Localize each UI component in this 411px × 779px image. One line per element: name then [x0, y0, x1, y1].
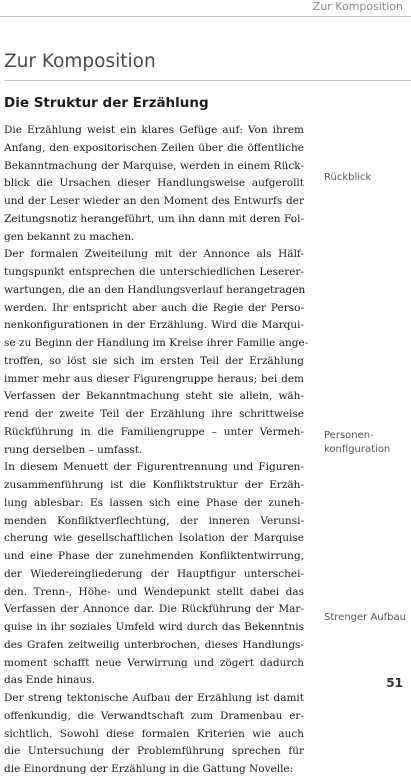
body-line: gen bekannt zu machen.: [4, 230, 135, 243]
body-line: troffen, so löst sie sich im ersten Teil der Erzählung: [4, 354, 304, 367]
body-line: blick die Ursachen dieser Handlungsweise aufgerollt: [4, 177, 304, 190]
body-line: cherung wie gesellschaftlichen Isolation der Marquise: [4, 532, 304, 545]
body-line: Der streng tektonische Aufbau der Erzählung ist damit: [4, 692, 304, 704]
body-line: wartungen, die an den Handlungsverlauf herangetragen: [4, 283, 306, 296]
body-text: [4, 122, 309, 779]
running-head-title: Zur Komposition: [312, 0, 403, 13]
body-line: nenkonfigurationen in der Erzählung. Wird die Marqui-: [4, 319, 304, 332]
body-line: die Einordnung der Erzählung in die Gattung Novelle:: [4, 763, 294, 775]
body-line: rung derselben – umfasst.: [4, 443, 143, 456]
margin-note-line: Personen-: [324, 430, 374, 441]
body-line: offenkundig, die Verwandtschaft zum Dramenbau er-: [4, 709, 304, 722]
body-line: quise in ihr soziales Umfeld wird durch das Bekenntnis: [4, 621, 304, 633]
body-line: zusammenführung ist die Konfliktstruktur der Erzäh-: [4, 479, 304, 491]
body-line: immer mehr aus dieser Figurengruppe heraus; bei dem: [4, 372, 304, 385]
body-line: den. Trenn-, Höhe- und Wendepunkt stellt dabei das: [4, 585, 304, 598]
body-line: se zu Beginn der Handlung im Kreise ihrer Familie ange-: [4, 337, 309, 349]
body-line: In diesem Menuett der Figurentrennung und Figuren-: [4, 461, 304, 474]
body-line: und eine Phase der zunehmenden Konfliktentwirrung,: [4, 550, 304, 562]
body-line: tungspunkt entsprechen die unterschiedlichen Leserer-: [4, 266, 304, 278]
body-line: Der formalen Zweiteilung mit der Annonce als Hälf-: [4, 248, 304, 261]
body-line: Rückführung in die Familiengruppe – unter Vermeh-: [4, 425, 304, 438]
body-line: der Wiedereingliederung der Hauptfigur unterschei-: [4, 567, 304, 580]
body-line: das Ende hinaus.: [4, 674, 96, 687]
chapter-title: Zur Komposition: [4, 51, 156, 72]
body-line: des Grafen zeitweilig unterbrochen, dieses Handlungs-: [4, 638, 304, 651]
body-line: moment schafft neue Verwirrung und zögert dadurch: [4, 656, 304, 669]
body-line: Die Erzählung weist ein klares Gefüge auf: Von ihrem: [4, 124, 304, 136]
body-line: Verfassen der Bekanntmachung steht sie allein, wäh-: [4, 390, 304, 403]
body-line: die Untersuchung der Problemführung sprechen für: [4, 745, 304, 758]
margin-note-line: konfiguration: [324, 444, 391, 455]
body-line: Zeitungsnotiz herangeführt, um ihn dann mit deren Fol-: [4, 212, 304, 225]
body-line: lung ablesbar: Es lassen sich eine Phase der zuneh-: [4, 496, 304, 509]
margin-note-line: Strenger Aufbau: [324, 612, 406, 623]
body-line: Anfang, den expositorischen Zeilen über die öffentliche: [4, 141, 304, 154]
body-line: rend der zweite Teil der Erzählung ihre schrittweise: [4, 408, 304, 420]
body-line: Bekanntmachung der Marquise, werden in einem Rück-: [4, 159, 304, 172]
body-line: Verfassen der Annonce dar. Die Rückführung der Mar-: [4, 603, 304, 616]
chapter-divider: [4, 80, 411, 81]
body-line: sichtlich. Sowohl diese formalen Kriterien wie auch: [4, 727, 304, 740]
body-line: menden Konfliktverflechtung, der inneren Verunsi-: [4, 514, 304, 527]
margin-note-line: Rückblick: [324, 172, 372, 183]
body-line: und der Leser wieder an den Moment des Entwurfs der: [4, 195, 304, 207]
section-heading: Die Struktur der Erzählung: [4, 95, 209, 111]
margin-note-personenkonfiguration: [324, 429, 390, 457]
margin-note-rueckblick: [324, 171, 371, 185]
page-number: 51: [386, 676, 403, 690]
margin-note-strenger-aufbau: [324, 611, 406, 625]
running-head: [0, 0, 411, 17]
body-line: werden. Ihr entspricht aber auch die Regie der Perso-: [4, 301, 304, 314]
